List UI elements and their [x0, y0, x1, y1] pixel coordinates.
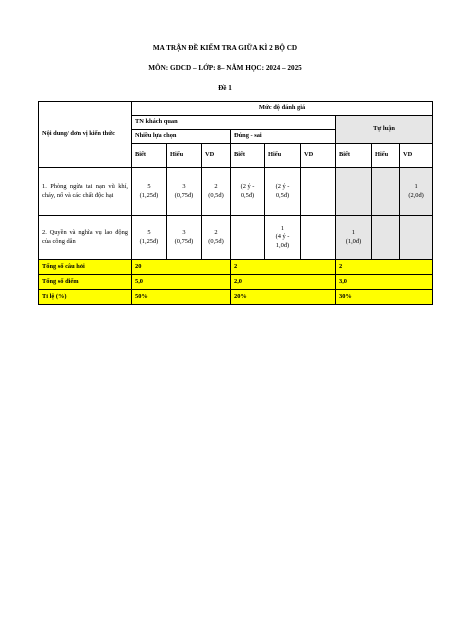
- matrix-cell: [167, 216, 202, 260]
- matrix-cell: [202, 168, 231, 216]
- table-row: [39, 216, 433, 260]
- tn-header: TN khách quan: [132, 116, 336, 130]
- matrix-cell: [132, 216, 167, 260]
- total-row: [39, 275, 433, 290]
- total-row: [39, 260, 433, 275]
- total-label: Tổng số điểm: [39, 275, 132, 290]
- total-label: Tổng số câu hỏi: [39, 260, 132, 275]
- cell-line: (1,0đ): [345, 237, 362, 245]
- total-tl: 30%: [336, 290, 433, 305]
- topic-cell: 2. Quyền và nghĩa vụ lao động của công dân: [39, 216, 132, 260]
- sub-header: Biết: [231, 144, 265, 168]
- matrix-cell: [231, 168, 265, 216]
- cell-line: (2 ý -: [240, 182, 255, 190]
- cell-line: 5: [147, 228, 151, 236]
- total-label: Tỉ lệ (%): [39, 290, 132, 305]
- matrix-cell: [400, 216, 433, 260]
- cell-line: 1: [280, 224, 285, 232]
- cell-line: 0,5đ): [275, 191, 290, 199]
- matrix-cell: [301, 216, 336, 260]
- cell-line: 3: [182, 182, 186, 190]
- cell-line: (1,25đ): [139, 191, 159, 199]
- sub-header: Biết: [132, 144, 167, 168]
- cell-line: (4 ý -: [275, 233, 290, 241]
- cell-line: (0,5đ): [208, 237, 224, 245]
- matrix-cell: [231, 216, 265, 260]
- total-ds: 20%: [231, 290, 336, 305]
- tl-header: Tự luận: [336, 116, 433, 144]
- matrix-cell: [372, 168, 400, 216]
- sub-header: VD: [202, 144, 231, 168]
- mc-header: Nhiều lựa chọn: [132, 130, 231, 144]
- cell-line: (0,75đ): [174, 191, 194, 199]
- cell-line: 0,5đ): [240, 191, 255, 199]
- total-ds: 2: [231, 260, 336, 275]
- exam-code: Đề 1: [218, 84, 232, 92]
- document-subtitle: MÔN: GDCD – LỚP: 8– NĂM HỌC: 2024 – 2025: [148, 64, 302, 72]
- ds-header: Đúng - sai: [231, 130, 336, 144]
- sub-header: Hiểu: [372, 144, 400, 168]
- cell-line: 1,0đ): [275, 241, 290, 249]
- content-header: Nội dung/ đơn vị kiến thức: [39, 102, 132, 168]
- matrix-cell: [400, 168, 433, 216]
- cell-line: 2: [214, 182, 218, 190]
- cell-line: 3: [182, 228, 186, 236]
- level-header: Mức độ đánh giá: [132, 102, 433, 116]
- total-ds: 2,0: [231, 275, 336, 290]
- cell-line: 1: [414, 182, 418, 190]
- total-tl: 3,0: [336, 275, 433, 290]
- document-title: MA TRẬN ĐỀ KIỂM TRA GIỮA KÌ 2 BỘ CD: [152, 44, 298, 52]
- cell-line: 1: [351, 228, 356, 236]
- matrix-cell: [336, 216, 372, 260]
- matrix-cell: [202, 216, 231, 260]
- matrix-cell: [372, 216, 400, 260]
- assessment-matrix-table: [38, 101, 433, 305]
- topic-cell: 1. Phòng ngừa tai nạn vũ khí, cháy, nổ và các chất độc hại: [39, 168, 132, 216]
- cell-line: (2 ý -: [275, 182, 290, 190]
- total-mc: 20: [132, 260, 231, 275]
- cell-line: 2: [214, 228, 218, 236]
- header-row-level: [39, 102, 433, 116]
- cell-line: (0,75đ): [174, 237, 194, 245]
- matrix-cell: [336, 168, 372, 216]
- sub-header: Hiểu: [167, 144, 202, 168]
- sub-header: Hiểu: [265, 144, 301, 168]
- table-row: [39, 168, 433, 216]
- cell-line: 5: [147, 182, 151, 190]
- sub-header: VD: [301, 144, 336, 168]
- matrix-cell: [265, 216, 301, 260]
- sub-header: Biết: [336, 144, 372, 168]
- cell-line: (0,5đ): [208, 191, 224, 199]
- cell-line: (1,25đ): [139, 237, 159, 245]
- matrix-cell: [132, 168, 167, 216]
- matrix-cell: [265, 168, 301, 216]
- cell-line: (2,0đ): [408, 191, 424, 199]
- sub-header: VD: [400, 144, 433, 168]
- matrix-cell: [301, 168, 336, 216]
- total-row: [39, 290, 433, 305]
- matrix-cell: [167, 168, 202, 216]
- total-tl: 2: [336, 260, 433, 275]
- total-mc: 50%: [132, 290, 231, 305]
- total-mc: 5,0: [132, 275, 231, 290]
